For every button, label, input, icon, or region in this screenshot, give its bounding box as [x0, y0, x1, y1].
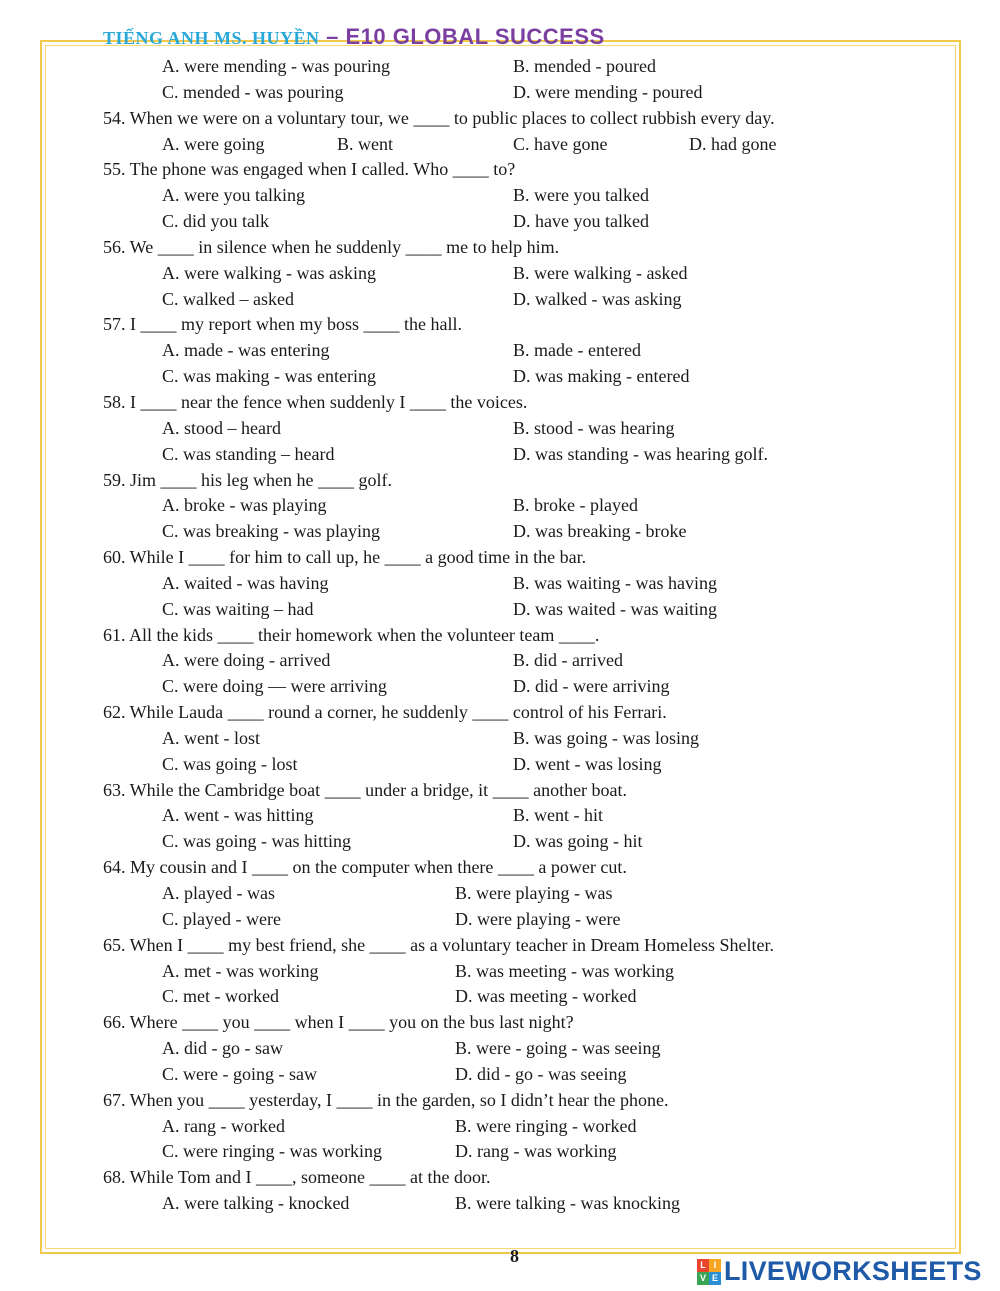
answer-option: C. was waiting – had — [162, 598, 314, 619]
answer-option: A. waited - was having — [162, 572, 329, 593]
answer-option: A. were talking - knocked — [162, 1193, 350, 1214]
answer-option: C. played - were — [162, 908, 281, 929]
answer-option: B. went - hit — [513, 805, 603, 826]
options-row — [103, 209, 953, 235]
answer-option: D. was waited - was waiting — [513, 598, 717, 619]
options-row — [103, 519, 953, 545]
answer-option: A. rang - worked — [162, 1115, 285, 1136]
answer-option: A. made - was entering — [162, 340, 330, 361]
answer-option: D. did - were arriving — [513, 676, 670, 697]
question-row — [103, 390, 953, 416]
question-row — [103, 700, 953, 726]
answer-option: B. went — [337, 133, 393, 154]
question-row — [103, 312, 953, 338]
logo-tile: E — [709, 1272, 721, 1285]
options-row — [103, 1114, 953, 1140]
options-row — [103, 829, 953, 855]
question-text: 67. When you ____ yesterday, I ____ in the garden, so I didn’t hear the phone. — [103, 1089, 669, 1110]
answer-option: A. were mending - was pouring — [162, 56, 390, 76]
answer-option: C. mended - was pouring — [162, 81, 344, 102]
options-row — [103, 881, 953, 907]
answer-option: B. stood - was hearing — [513, 417, 675, 438]
options-row — [103, 183, 953, 209]
question-text: 61. All the kids ____ their homework when the volunteer team ____. — [103, 624, 600, 645]
answer-option: C. did you talk — [162, 211, 269, 232]
question-text: 66. Where ____ you ____ when I ____ you on the bus last night? — [103, 1012, 574, 1033]
answer-option: A. were you talking — [162, 185, 305, 206]
options-row — [103, 1062, 953, 1088]
answer-option: A. were walking - was asking — [162, 262, 376, 283]
answer-option: D. were playing - were — [455, 908, 621, 929]
answer-option: D. were mending - poured — [513, 81, 703, 102]
answer-option: B. broke - played — [513, 495, 638, 516]
header-separator: – — [319, 24, 346, 49]
options-row — [103, 907, 953, 933]
answer-option: D. had gone — [689, 133, 777, 154]
answer-option: C. were doing — were arriving — [162, 676, 387, 697]
options-row — [103, 752, 953, 778]
question-text: 64. My cousin and I ____ on the computer when there ____ a power cut. — [103, 857, 627, 878]
options-row — [103, 261, 953, 287]
answer-option: C. walked – asked — [162, 288, 294, 309]
answer-option: C. was going - lost — [162, 753, 298, 774]
question-text: 57. I ____ my report when my boss ____ the hall. — [103, 314, 462, 335]
question-row — [103, 106, 953, 132]
options-row — [103, 442, 953, 468]
options-row — [103, 571, 953, 597]
page-header — [103, 24, 605, 50]
worksheet-content — [103, 54, 953, 1217]
answer-option: A. played - was — [162, 883, 275, 903]
answer-option: C. have gone — [513, 133, 608, 154]
logo-tile: L — [697, 1259, 709, 1272]
logo-tile: V — [697, 1272, 709, 1285]
answer-option: A. stood – heard — [162, 417, 281, 438]
answer-option: C. met - worked — [162, 986, 279, 1007]
answer-option: A. went - lost — [162, 727, 260, 748]
answer-option: A. met - was working — [162, 960, 319, 981]
answer-option: D. went - was losing — [513, 753, 662, 774]
answer-option: C. was making - was entering — [162, 366, 376, 387]
options-row — [103, 80, 953, 106]
question-text: 62. While Lauda ____ round a corner, he suddenly ____ control of his Ferrari. — [103, 702, 667, 723]
answer-option: B. made - entered — [513, 340, 641, 361]
answer-option: D. was standing - was hearing golf. — [513, 443, 768, 464]
options-row — [103, 674, 953, 700]
options-row — [103, 364, 953, 390]
question-row — [103, 1010, 953, 1036]
question-text: 68. While Tom and I ____, someone ____ at the door. — [103, 1167, 491, 1188]
question-text: 54. When we were on a voluntary tour, we ____ to public places to collect rubbish every day. — [103, 107, 775, 128]
answer-option: D. rang - was working — [455, 1141, 617, 1162]
answer-option: B. was meeting - was working — [455, 960, 674, 981]
logo-tile: I — [709, 1259, 721, 1272]
question-row — [103, 468, 953, 494]
question-text: 56. We ____ in silence when he suddenly ____ me to help him. — [103, 236, 560, 257]
liveworksheets-logo — [697, 1256, 982, 1287]
liveworksheets-icon — [697, 1259, 721, 1285]
header-author: TIẾNG ANH MS. HUYỀN — [103, 28, 320, 48]
answer-option: C. was going - was hitting — [162, 831, 351, 852]
answer-option: C. was breaking - was playing — [162, 521, 380, 542]
answer-option: D. did - go - was seeing — [455, 1063, 627, 1084]
answer-option: D. was breaking - broke — [513, 521, 687, 542]
answer-option: B. were playing - was — [455, 883, 613, 903]
options-row — [103, 1191, 953, 1217]
options-row — [103, 1036, 953, 1062]
answer-option: B. were you talked — [513, 185, 649, 206]
answer-option: B. were ringing - worked — [455, 1115, 637, 1136]
question-text: 55. The phone was engaged when I called. Who ____ to? — [103, 159, 516, 180]
options-row — [103, 597, 953, 623]
answer-option: A. broke - was playing — [162, 495, 327, 516]
options-row — [103, 959, 953, 985]
question-row — [103, 1165, 953, 1191]
question-row — [103, 545, 953, 571]
answer-option: C. were ringing - was working — [162, 1141, 382, 1162]
question-text: 63. While the Cambridge boat ____ under a bridge, it ____ another boat. — [103, 779, 628, 800]
question-text: 58. I ____ near the fence when suddenly I ____ the voices. — [103, 391, 528, 412]
answer-option: B. was waiting - was having — [513, 572, 717, 593]
answer-option: D. was meeting - worked — [455, 986, 637, 1007]
answer-option: B. were talking - was knocking — [455, 1193, 680, 1214]
options-row — [103, 416, 953, 442]
answer-option: D. was going - hit — [513, 831, 643, 852]
question-row — [103, 1088, 953, 1114]
options-row — [103, 493, 953, 519]
question-text: 60. While I ____ for him to call up, he ____ a good time in the bar. — [103, 547, 587, 568]
page-number: 8 — [510, 1246, 519, 1266]
answer-option: C. were - going - saw — [162, 1063, 317, 1084]
question-row — [103, 778, 953, 804]
question-row — [103, 623, 953, 649]
answer-option: B. mended - poured — [513, 56, 656, 76]
answer-option: B. were - going - was seeing — [455, 1038, 661, 1059]
options-row — [103, 726, 953, 752]
header-course: E10 GLOBAL SUCCESS — [345, 24, 605, 49]
answer-option: B. did - arrived — [513, 650, 623, 671]
options-row — [103, 132, 953, 158]
question-row — [103, 235, 953, 261]
options-row — [103, 1139, 953, 1165]
answer-option: D. walked - was asking — [513, 288, 682, 309]
question-row — [103, 157, 953, 183]
answer-option: A. did - go - saw — [162, 1038, 283, 1059]
answer-option: B. were walking - asked — [513, 262, 688, 283]
question-text: 65. When I ____ my best friend, she ____ as a voluntary teacher in Dream Homeless Shelter. — [103, 934, 774, 955]
question-text: 59. Jim ____ his leg when he ____ golf. — [103, 469, 392, 490]
answer-option: A. were going — [162, 133, 265, 154]
question-row — [103, 933, 953, 959]
answer-option: B. was going - was losing — [513, 727, 699, 748]
options-row — [103, 54, 953, 80]
options-row — [103, 338, 953, 364]
options-row — [103, 648, 953, 674]
options-row — [103, 803, 953, 829]
options-row — [103, 984, 953, 1010]
answer-option: D. have you talked — [513, 211, 649, 232]
options-row — [103, 287, 953, 313]
answer-option: D. was making - entered — [513, 366, 690, 387]
question-row — [103, 855, 953, 881]
answer-option: A. were doing - arrived — [162, 650, 331, 671]
answer-option: C. was standing – heard — [162, 443, 335, 464]
answer-option: A. went - was hitting — [162, 805, 314, 826]
brand-name: LIVEWORKSHEETS — [724, 1256, 982, 1286]
